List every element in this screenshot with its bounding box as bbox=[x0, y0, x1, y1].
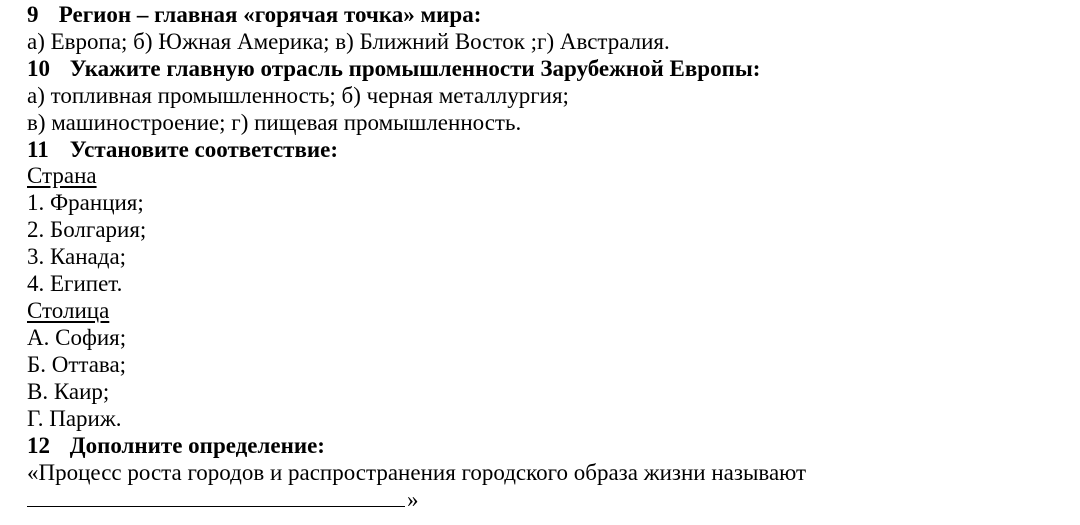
capital-item: Б. Оттава; bbox=[27, 352, 127, 377]
q12-question: Дополните определение: bbox=[69, 433, 325, 458]
capital-item: А. София; bbox=[27, 325, 127, 350]
answer-blank[interactable] bbox=[27, 488, 405, 507]
country-item: 2. Болгария; bbox=[27, 217, 147, 242]
q11-question: Установите соответствие: bbox=[69, 137, 339, 162]
q10-options-line1: а) топливная промышленность; б) черная металлургия; bbox=[27, 83, 569, 108]
q9-question: Регион – главная «горячая точка» мира: bbox=[58, 2, 482, 27]
q10-question: Укажите главную отрасль промышленности Зарубежной Европы: bbox=[69, 56, 761, 81]
q12-answer-line bbox=[27, 486, 419, 513]
q12-definition: «Процесс роста городов и распространения городского образа жизни называют bbox=[27, 460, 807, 485]
capital-item: В. Каир; bbox=[27, 379, 110, 404]
q9-options: а) Европа; б) Южная Америка; в) Ближний Восток ;г) Австралия. bbox=[27, 29, 670, 54]
capital-item: Г. Париж. bbox=[27, 406, 122, 431]
closing-quote: » bbox=[407, 487, 419, 512]
q10-options-line2: в) машиностроение; г) пищевая промышленность. bbox=[27, 110, 522, 135]
q11-number: 11 bbox=[27, 137, 49, 162]
q9-number: 9 bbox=[27, 2, 39, 27]
q12-heading bbox=[27, 432, 325, 459]
q11-heading bbox=[27, 136, 338, 163]
q9-heading bbox=[27, 1, 481, 28]
q12-number: 12 bbox=[27, 433, 50, 458]
capitals-header: Столица bbox=[27, 298, 110, 323]
country-item: 4. Египет. bbox=[27, 271, 123, 296]
country-item: 3. Канада; bbox=[27, 244, 127, 269]
country-item: 1. Франция; bbox=[27, 190, 144, 215]
countries-header: Страна bbox=[27, 163, 97, 188]
q10-number: 10 bbox=[27, 56, 50, 81]
q10-heading bbox=[27, 55, 760, 82]
